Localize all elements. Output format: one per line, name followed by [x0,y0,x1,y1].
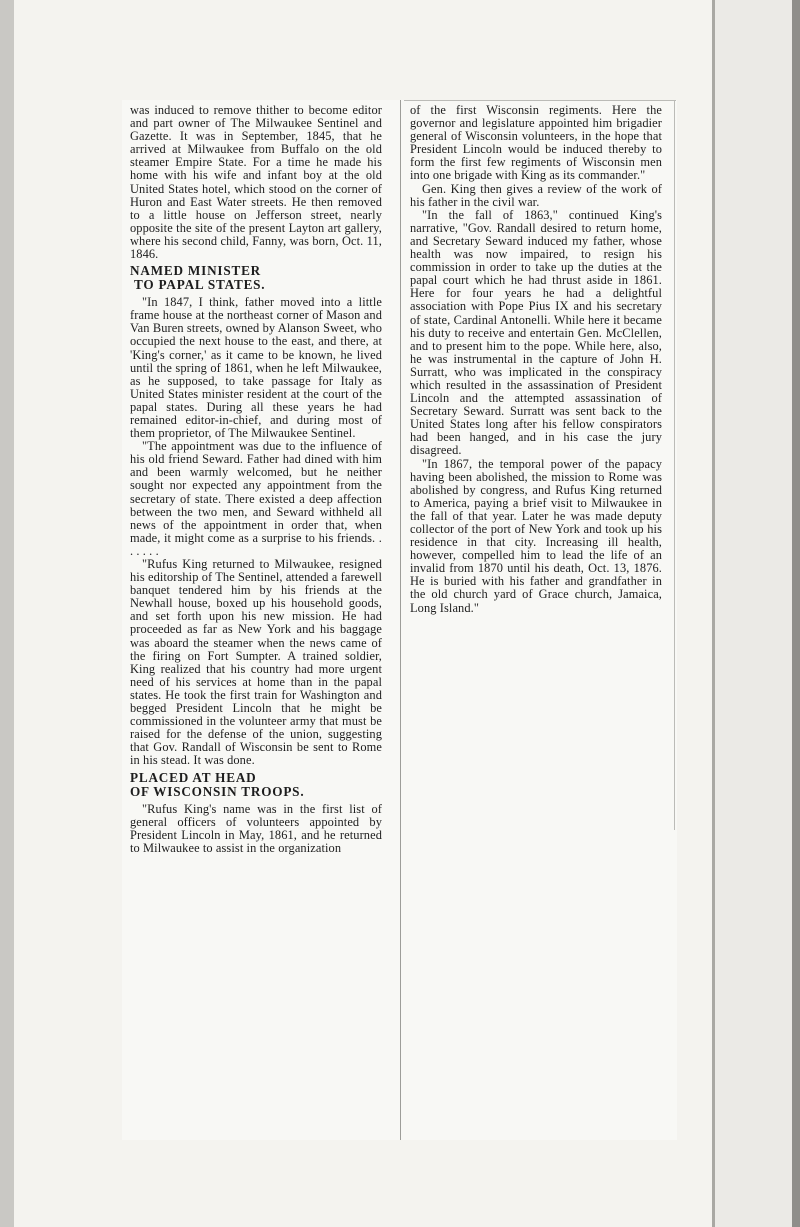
clipping-border-right [674,100,675,830]
newspaper-clipping [122,100,677,1140]
column-divider [400,100,401,1140]
paragraph: was induced to remove thither to become editor and part owner of The Milwaukee Sentinel and Gazette. It was in September, 1845, that he arrived at Milwaukee from Buffalo on the old steamer Empire State. For a time he made his home with his wife and infant boy at the old United States hotel, which stood on the corner of Huron and East Water streets. He then removed to a little house on Jefferson street, nearly opposite the site of the present Layton art gallery, where his second child, Fanny, was born, Oct. 11, 1846. [130,103,382,262]
paragraph: of the first Wisconsin regiments. Here the governor and legislature appointed him brigadier general of Wisconsin volunteers, in the hope that President Lincoln would be induced thereby to form the first few regiments of Wisconsin men into one brigade with King as its commander." [410,103,662,183]
paragraph: "In the fall of 1863," continued King's narrative, "Gov. Randall desired to return home, and Secretary Seward induced my father, whose health was now impaired, to resign his commission in order to take up the duties at the papal court which he had thrust aside in 1861. Here for four years he had a delightful association with Pope Pius IX and his secretary of state, Cardinal Antonelli. While here it became his duty to receive and entertain Gen. McClellen, and to present him to the pope. While here, also, he was instrumental in the capture of John H. Surratt, who was implicated in the conspiracy which resulted in the assassination of President Lincoln and the attempted assassination of Secretary Seward. Surratt was sent back to the United States long after his fellow conspirators had been hanged, and in his case the jury disagreed. [410,207,662,458]
heading-line: TO PAPAL STATES. [134,277,266,293]
scan-right-edge [792,0,800,1227]
heading-line: OF WISCONSIN TROOPS. [130,783,305,799]
scan-left-edge [0,0,14,1227]
section-heading-placed-at-head [130,771,382,799]
paragraph: "Rufus King's name was in the first list of general officers of volunteers appointed by President Lincoln in May, 1861, and he returned to Milwaukee to assist in the organization [130,801,382,855]
article-column-right [410,104,662,615]
page-fold-line [712,0,715,1227]
paragraph: "In 1867, the temporal power of the papacy having been abolished, the mission to Rome was abolished by congress, and Rufus King returned to America, paying a brief visit to Milwaukee in the fall of that year. Later he was made deputy collector of the port of New York and took up his residence in that city. Increasing ill health, however, compelled him to lead the life of an invalid from 1870 until his death, Oct. 13, 1876. He is buried with his father and grandfather in the old church yard of Grace church, Jamaica, Long Island." [410,456,662,615]
paragraph: "The appointment was due to the influence of his old friend Seward. Father had dined with him and been warmly welcomed, but he neither sought nor expected any appointment from the secretary of state. There existed a deep affection between the two men, and Seward withheld all news of the appointment in order that, when made, it might come as a surprise to his friends. . . . . . . [130,439,382,558]
paragraph: "In 1847, I think, father moved into a little frame house at the northeast corner of Mason and Van Buren streets, owned by Alanson Sweet, who occupied the next house to the east, and there, at 'King's corner,' as it came to be known, he lived until the spring of 1861, when he left Milwaukee, as he supposed, to take passage for Italy as United States minister resident at the court of the papal states. During all these years he had remained editor-in-chief, and during most of them proprietor, of The Milwaukee Sentinel. [130,295,382,441]
section-heading-named-minister [130,264,382,292]
article-column-left [130,104,382,855]
paragraph: "Rufus King returned to Milwaukee, resigned his editorship of The Sentinel, attended a farewell banquet tendered him by his friends at the Newhall house, boxed up his household goods, and set forth upon his new mission. He had proceeded as far as New York and his baggage was aboard the steamer when the news came of the firing on Fort Sumpter. A trained soldier, King realized that his country had more urgent need of his services at home than in the papal states. He took the first train for Washington and begged President Lincoln that he might be commissioned in the volunteer army that must be raised for the defense of the union, suggesting that Gov. Randall of Wisconsin be sent to Rome in his stead. It was done. [130,557,382,768]
clipping-border-top [404,100,676,101]
heading-line: NAMED MINISTER [130,263,261,279]
heading-line: PLACED AT HEAD [130,769,257,785]
scan-right-margin [715,0,800,1227]
paragraph: Gen. King then gives a review of the work of his father in the civil war. [410,181,662,209]
